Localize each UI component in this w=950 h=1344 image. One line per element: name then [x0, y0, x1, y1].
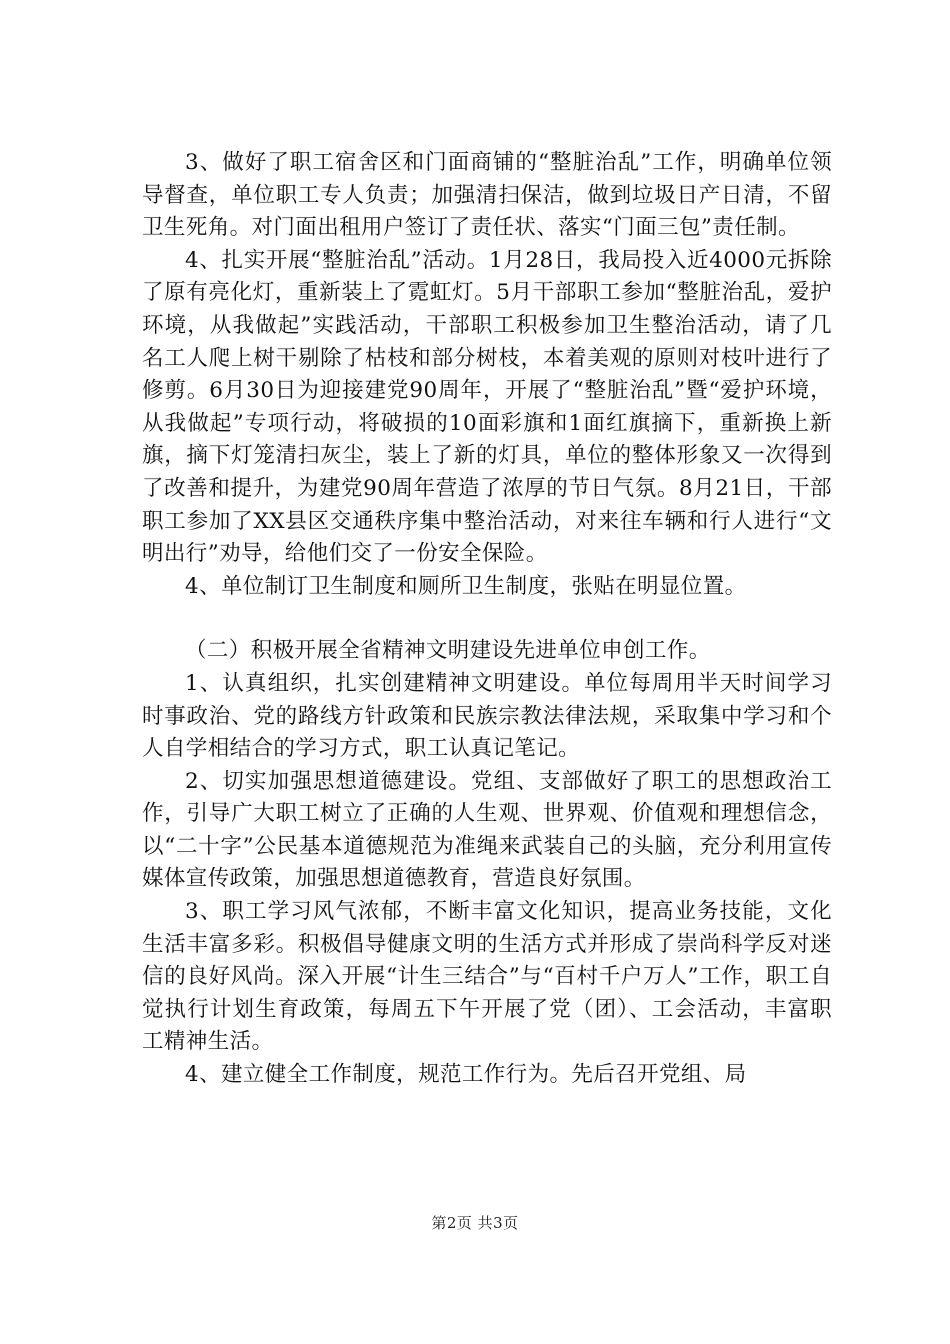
paragraph-1: 3、做好了职工宿舍区和门面商铺的“整脏治乱”工作，明确单位领导督查，单位职工专人负责；加强清扫保洁，做到垃圾日产日清，不留卫生死角。对门面出租用户签订了责任状、落实“门面三包”责任制。: [142, 150, 832, 241]
document-body: [142, 147, 832, 1092]
paragraph-3: 4、单位制订卫生制度和厕所卫生制度，张贴在明显位置。: [185, 573, 747, 599]
paragraph-7: 4、建立健全工作制度，规范工作行为。先后召开党组、局: [185, 1062, 747, 1088]
paragraph-5: 2、切实加强思想道德建设。党组、支部做好了职工的思想政治工作，引导广大职工树立了正确的人生观、世界观、价值观和理想信念，以“二十字”公民基本道德规范为准绳来武装自己的头脑，充分利用宣传媒体宣传政策，加强思想道德教育，营造良好氛围。: [142, 768, 832, 892]
page-number-footer: 第2页 共3页: [431, 1214, 519, 1232]
paragraph-2: 4、扎实开展“整脏治乱”活动。1月28日，我局投入近4000元拆除了原有亮化灯，重新装上了霓虹灯。5月干部职工参加“整脏治乱，爱护环境，从我做起”实践活动，干部职工积极参加卫生整治活动，请了几名工人爬上树干剔除了枯枝和部分树枝，本着美观的原则对枝叶进行了修剪。6月30日为迎接建党90周年，开展了“整脏治乱”暨“爱护环境，从我做起”专项行动，将破损的10面彩旗和1面红旗摘下，重新换上新旗，摘下灯笼清扫灰尘，装上了新的灯具，单位的整体形象又一次得到了改善和提升，为建党90周年营造了浓厚的节日气氛。8月21日，干部职工参加了XX县区交通秩序集中整治活动，对来往车辆和行人进行“文明出行”劝导，给他们交了一份安全保险。: [142, 247, 832, 567]
paragraph-4: 1、认真组织，扎实创建精神文明建设。单位每周用半天时间学习时事政治、党的路线方针政策和民族宗教法律法规，采取集中学习和个人自学相结合的学习方式，职工认真记笔记。: [142, 670, 832, 762]
section-heading: （二）积极开展全省精神文明建设先进单位申创工作。: [185, 638, 711, 664]
section-gap: [142, 603, 832, 635]
paragraph-6: 3、职工学习风气浓郁，不断丰富文化知识，提高业务技能，文化生活丰富多彩。积极倡导健康文明的生活方式并形成了崇尚科学反对迷信的良好风尚。深入开展“计生三结合”与“百村千户万人”工作，职工自觉执行计划生育政策，每周五下午开展了党（团）、工会活动，丰富职工精神生活。: [142, 899, 832, 1055]
